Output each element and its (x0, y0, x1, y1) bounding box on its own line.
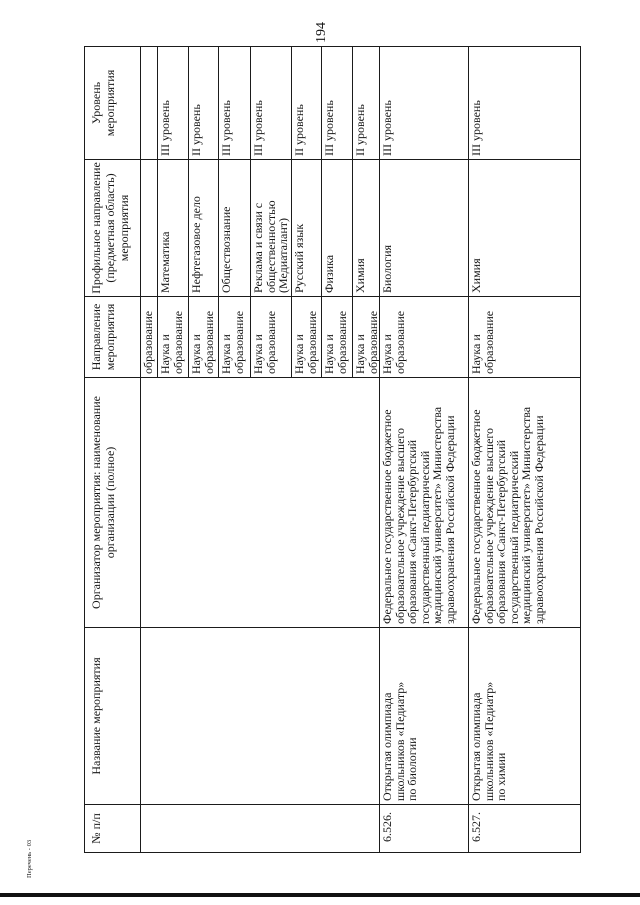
page-number: 194 (314, 22, 329, 43)
profile-cell: Обществознание (219, 159, 251, 296)
level-cell: III уровень (380, 46, 469, 159)
event-name-cell: Открытая олимпиада школьников «Педиатр» по химии (469, 627, 581, 804)
profile-cell (141, 159, 158, 296)
level-cell: II уровень (189, 46, 219, 159)
continuation-organizer-cell (141, 377, 380, 627)
continuation-number-cell (141, 804, 380, 852)
header-cell-number: № п/п (85, 804, 141, 852)
header-cell-event-name: Название мероприятия (85, 627, 141, 804)
direction-cell: Наука и образование (251, 296, 292, 377)
profile-cell: Русский язык (292, 159, 322, 296)
direction-cell: Наука и образование (353, 296, 380, 377)
level-cell: III уровень (158, 46, 189, 159)
event-name-cell: Открытая олимпиада школьников «Педиатр» по биологии (380, 627, 469, 804)
direction-cell: Наука и образование (380, 296, 469, 377)
profile-cell: Реклама и связи с общественностью (Медиаталант) (251, 159, 292, 296)
continuation-event-name-cell (141, 627, 380, 804)
level-cell: II уровень (353, 46, 380, 159)
header-cell-direction: Направление мероприятия (85, 296, 141, 377)
scan-edge-line (0, 893, 640, 897)
header-cell-profile: Профильное направление (предметная область) мероприятия (85, 159, 141, 296)
direction-cell: Наука и образование (469, 296, 581, 377)
profile-cell: Нефтегазовое дело (189, 159, 219, 296)
level-cell: III уровень (322, 46, 353, 159)
level-cell: III уровень (251, 46, 292, 159)
profile-cell: Химия (469, 159, 581, 296)
row-number-cell: 6.527. (469, 804, 581, 852)
row-number-cell: 6.526. (380, 804, 469, 852)
profile-cell: Химия (353, 159, 380, 296)
level-cell: II уровень (292, 46, 322, 159)
level-cell (141, 46, 158, 159)
level-cell: III уровень (469, 46, 581, 159)
header-cell-level: Уровень мероприятия (85, 46, 141, 159)
profile-cell: Математика (158, 159, 189, 296)
direction-cell: образование (141, 296, 158, 377)
organizer-cell: Федеральное государственное бюджетное образовательное учреждение высшего образования «Санкт-Петербургский государственный педиатрический медицинский университет» Министерства здравоохранения Российской Федерации (469, 377, 581, 627)
events-table (84, 46, 581, 853)
direction-cell: Наука и образование (219, 296, 251, 377)
direction-cell: Наука и образование (158, 296, 189, 377)
profile-cell: Биология (380, 159, 469, 296)
header-cell-organizer: Организатор мероприятия: наименование организации (полное) (85, 377, 141, 627)
direction-cell: Наука и образование (322, 296, 353, 377)
profile-cell: Физика (322, 159, 353, 296)
direction-cell: Наука и образование (189, 296, 219, 377)
level-cell: III уровень (219, 46, 251, 159)
organizer-cell: Федеральное государственное бюджетное образовательное учреждение высшего образования «Санкт-Петербургский государственный педиатрический медицинский университет» Министерства здравоохранения Российской Федерации (380, 377, 469, 627)
document-code: Перечень - 03 (26, 839, 33, 878)
direction-cell: Наука и образование (292, 296, 322, 377)
